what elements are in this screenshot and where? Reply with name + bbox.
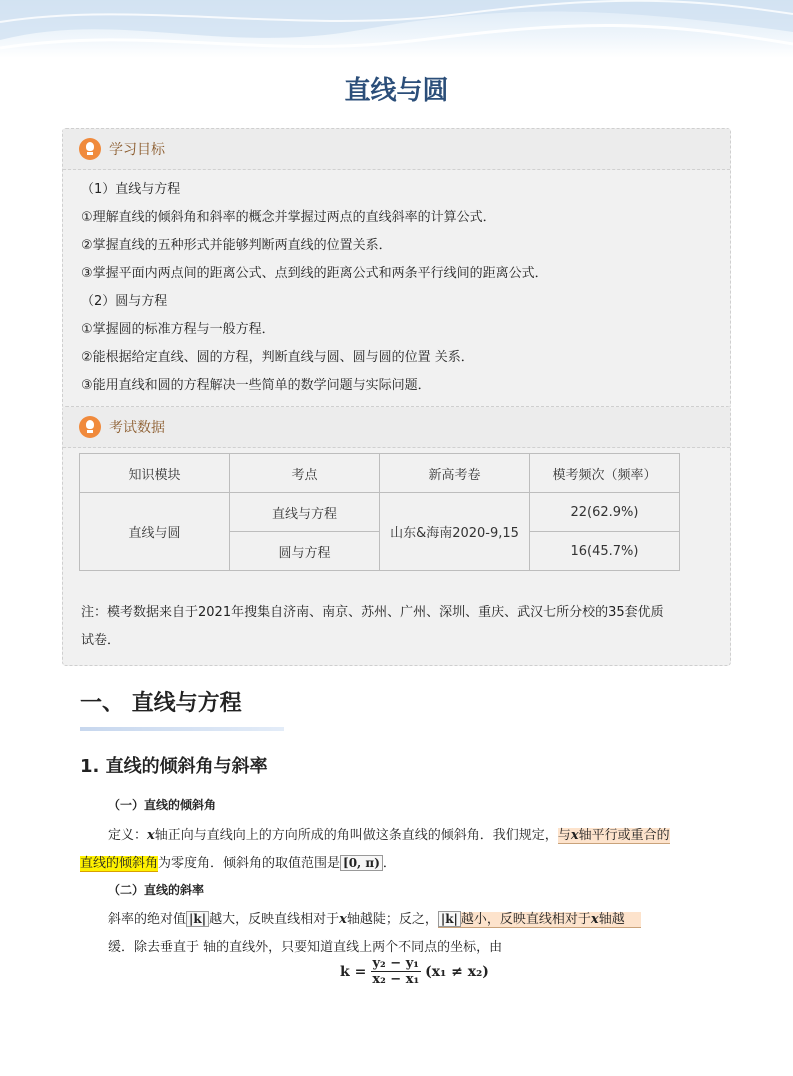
- point-cell: 直线与方程: [230, 493, 380, 532]
- frequency-cell: 16(45.7%): [530, 532, 680, 571]
- formula-numerator: y₂ − y₁: [372, 956, 419, 971]
- math-var-x: x: [339, 912, 347, 927]
- definition-text: 轴正向与直线向上的方向所成的角叫做这条直线的倾斜角．我们规定，: [154, 828, 558, 843]
- definition-line-1: [108, 824, 670, 843]
- learning-goals-body: [63, 170, 730, 408]
- module-cell: 直线与圆: [80, 493, 230, 571]
- exam-cell: 山东&海南2020-9,15: [380, 493, 530, 571]
- exam-data-note: [63, 571, 730, 665]
- exam-data-table: [79, 453, 680, 571]
- lightbulb-icon: [79, 138, 101, 160]
- goal-line: （1）直线与方程: [81, 182, 181, 197]
- slope-line-1: [108, 908, 641, 927]
- table-header-cell: 考点: [230, 454, 380, 493]
- formula-denominator: x₂ − x₁: [372, 972, 420, 987]
- highlight-text: 越小，反映直线相对于: [460, 912, 591, 927]
- abs-k-math: |k|: [438, 911, 461, 927]
- slope-formula: [340, 956, 489, 987]
- highlight-text: 与: [557, 828, 571, 843]
- note-line: 注：模考数据来自于2021年搜集自济南、南京、苏州、广州、深圳、重庆、武汉七所分校的35套优质: [81, 605, 664, 620]
- definition-end: ．: [382, 856, 396, 871]
- highlight-text: 轴越: [598, 912, 625, 927]
- header-banner: [0, 0, 793, 58]
- exam-data-header: [63, 407, 730, 448]
- math-var-x: x: [590, 912, 599, 927]
- definition-text: 为零度角．倾斜角的取值范围是: [158, 856, 341, 871]
- slope-text: 斜率的绝对值: [108, 912, 187, 927]
- slope-text: 轴越陡；反之，: [346, 912, 438, 927]
- table-header-cell: 新高考卷: [380, 454, 530, 493]
- highlight-parallel: [558, 828, 670, 844]
- lightbulb-icon: [79, 416, 101, 438]
- table-row: [80, 493, 680, 532]
- note-line: 试卷．: [81, 633, 121, 648]
- goal-line: ③掌握平面内两点间的距离公式、点到线的距离公式和两条平行线间的距离公式．: [81, 266, 548, 281]
- formula-lhs: k =: [340, 963, 367, 980]
- slope-text: 越大，反映直线相对于: [209, 912, 340, 927]
- point-cell: 圆与方程: [230, 532, 380, 571]
- section-title: 一、 直线与方程: [80, 691, 242, 716]
- goal-line: ②掌握直线的五种形式并能够判断两直线的位置关系．: [81, 238, 392, 253]
- learning-goals-header: [63, 129, 730, 170]
- section-underline: [80, 727, 284, 731]
- goal-line: ②能根据给定直线、圆的方程，判断直线与圆、圆与圆的位置 关系．: [81, 350, 474, 365]
- slope-line-2: 缓．除去垂直于 轴的直线外，只要知道直线上两个不同点的坐标，由: [108, 940, 503, 955]
- wave-decoration: [0, 0, 793, 58]
- highlight-text: 轴平行或重合的: [578, 828, 670, 843]
- range-math: [0, π): [340, 855, 383, 871]
- part-heading-slope: （二）直线的斜率: [108, 883, 205, 897]
- exam-data-card: [62, 406, 731, 666]
- definition-line-2: [80, 852, 396, 871]
- subsection-title: 1. 直线的倾斜角与斜率: [80, 756, 268, 777]
- definition-prefix: 定义：: [108, 828, 148, 843]
- table-header-cell: 模考频次（频率）: [530, 454, 680, 493]
- frequency-cell: 22(62.9%): [530, 493, 680, 532]
- goal-line: ①掌握圆的标准方程与一般方程．: [81, 322, 275, 337]
- document-title: 直线与圆: [344, 76, 449, 106]
- exam-data-heading: 考试数据: [109, 420, 165, 436]
- math-var-x: x: [147, 828, 155, 843]
- table-header-row: [80, 454, 680, 493]
- table-header-cell: 知识模块: [80, 454, 230, 493]
- math-var-x: x: [570, 828, 579, 843]
- part-heading-inclination: （一）直线的倾斜角: [108, 798, 217, 812]
- formula-condition: (x₁ ≠ x₂): [425, 963, 489, 980]
- highlight-inclination-angle: 直线的倾斜角: [80, 856, 159, 871]
- goal-line: ③能用直线和圆的方程解决一些简单的数学问题与实际问题．: [81, 378, 431, 393]
- abs-k-math: |k|: [186, 911, 209, 927]
- learning-goals-card: [62, 128, 731, 409]
- learning-goals-heading: 学习目标: [109, 142, 165, 158]
- highlight-slope: [438, 912, 641, 928]
- formula-fraction: [370, 956, 421, 987]
- goal-line: （2）圆与方程: [81, 294, 168, 309]
- goal-line: ①理解直线的倾斜角和斜率的概念并掌握过两点的直线斜率的计算公式．: [81, 210, 496, 225]
